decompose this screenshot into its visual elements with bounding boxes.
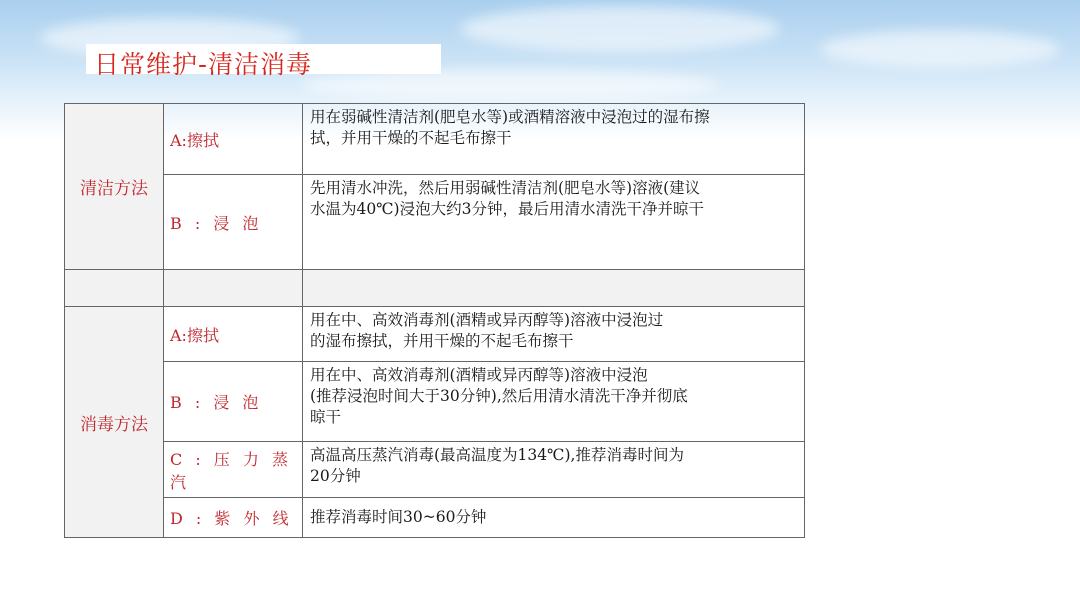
description-line: 20分钟 — [310, 467, 361, 485]
table-row — [65, 362, 805, 442]
method-label: B : 浸 泡 — [164, 362, 303, 442]
method-description — [303, 104, 805, 175]
description-line: 用在弱碱性清洁剂(肥皂水等)或酒精溶液中浸泡过的湿布擦 — [310, 108, 710, 126]
method-description — [303, 307, 805, 362]
spacer-row — [65, 270, 805, 307]
table-row — [65, 442, 805, 498]
description-line: 先用清水冲洗，然后用弱碱性清洁剂(肥皂水等)溶液(建议 — [310, 179, 701, 197]
table-row — [65, 175, 805, 270]
maintenance-table — [64, 103, 805, 538]
method-label: A:擦拭 — [164, 307, 303, 362]
method-label: A:擦拭 — [164, 104, 303, 175]
description-line: 的湿布擦拭，并用干燥的不起毛布擦干 — [310, 332, 574, 350]
empty-cell — [164, 270, 303, 307]
description-line: 水温为40℃)浸泡大约3分钟，最后用清水清洗干净并晾干 — [310, 200, 704, 218]
empty-cell — [65, 270, 164, 307]
method-description — [303, 362, 805, 442]
table-row — [65, 104, 805, 175]
description-line: (推荐浸泡时间大于30分钟),然后用清水清洗干净并彻底 — [310, 387, 688, 405]
page-title: 日常维护-清洁消毒 — [94, 50, 313, 79]
description-line: 用在中、高效消毒剂(酒精或异丙醇等)溶液中浸泡过 — [310, 311, 664, 329]
cloud-decoration — [460, 6, 780, 52]
description-line: 高温高压蒸汽消毒(最高温度为134℃),推荐消毒时间为 — [310, 446, 684, 464]
category-cleaning: 清洁方法 — [65, 104, 164, 270]
method-description — [303, 175, 805, 270]
method-description — [303, 442, 805, 498]
category-disinfection: 消毒方法 — [65, 307, 164, 538]
description-line: 拭，并用干燥的不起毛布擦干 — [310, 129, 512, 147]
cloud-decoration — [300, 70, 720, 100]
description-line: 推荐消毒时间30~60分钟 — [310, 508, 487, 526]
method-label: D : 紫 外 线 — [164, 498, 303, 538]
method-label: B : 浸 泡 — [164, 175, 303, 270]
cloud-decoration — [820, 30, 1060, 68]
description-line: 用在中、高效消毒剂(酒精或异丙醇等)溶液中浸泡 — [310, 366, 648, 384]
method-label: C : 压 力 蒸 汽 — [164, 442, 303, 498]
table-row — [65, 307, 805, 362]
description-line: 晾干 — [310, 408, 342, 426]
method-description — [303, 498, 805, 538]
empty-cell — [303, 270, 805, 307]
table-row — [65, 498, 805, 538]
